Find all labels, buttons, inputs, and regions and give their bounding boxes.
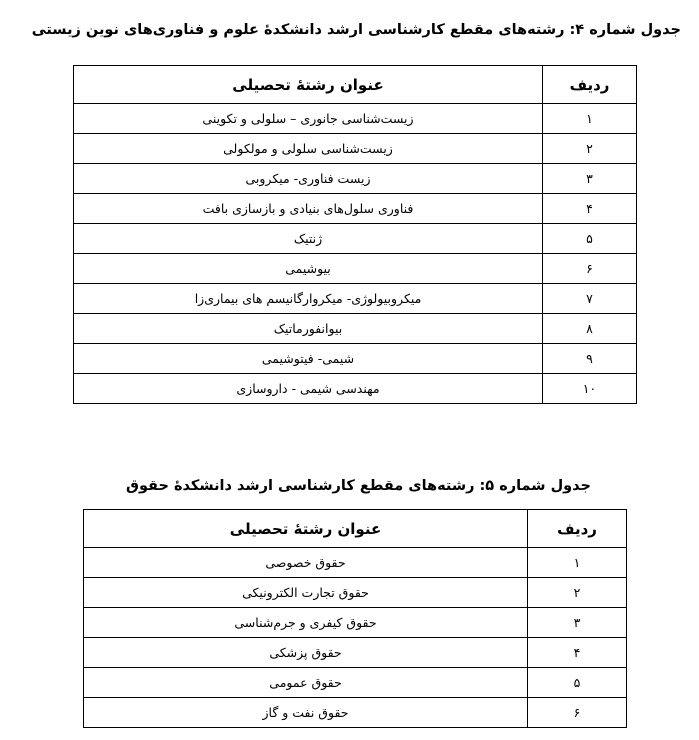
field-title: فناوری سلول‌های بنیادی و بازسازی بافت xyxy=(74,194,543,224)
header-row-number: ردیف xyxy=(543,66,637,104)
table-header-row xyxy=(84,510,627,548)
table-row xyxy=(84,578,627,608)
table-row xyxy=(74,284,637,314)
table-row xyxy=(74,344,637,374)
row-number: ۵ xyxy=(543,224,637,254)
table-row xyxy=(74,374,637,404)
table-header-row xyxy=(74,66,637,104)
field-title: شیمی- فیتوشیمی xyxy=(74,344,543,374)
field-title: مهندسی شیمی - داروسازی xyxy=(74,374,543,404)
table-row xyxy=(74,224,637,254)
row-number: ۲ xyxy=(543,134,637,164)
field-title: بیوانفورماتیک xyxy=(74,314,543,344)
table-row xyxy=(74,194,637,224)
table-row xyxy=(74,254,637,284)
row-number: ۱ xyxy=(528,548,627,578)
row-number: ۳ xyxy=(528,608,627,638)
row-number: ۶ xyxy=(543,254,637,284)
row-number: ۳ xyxy=(543,164,637,194)
row-number: ۵ xyxy=(528,668,627,698)
table5-master-programs-law xyxy=(83,509,627,728)
table-row xyxy=(84,608,627,638)
table-row xyxy=(74,164,637,194)
table-row xyxy=(84,698,627,728)
field-title: زیست فناوری- میکروبی xyxy=(74,164,543,194)
row-number: ۲ xyxy=(528,578,627,608)
header-row-number: ردیف xyxy=(528,510,627,548)
table5-caption: جدول شماره ۵: رشته‌های مقطع کارشناسی ارشد دانشکدهٔ حقوق xyxy=(125,478,591,494)
field-title: میکروبیولوژی- میکروارگانیسم های بیماری‌زا xyxy=(74,284,543,314)
table4-master-programs-biosciences xyxy=(73,65,637,404)
field-title: حقوق خصوصی xyxy=(84,548,528,578)
table4-caption: جدول شماره ۴: رشته‌های مقطع کارشناسی ارشد دانشکدهٔ علوم و فناوری‌های نوین زیستی xyxy=(31,22,681,38)
row-number: ۱۰ xyxy=(543,374,637,404)
field-title: ژنتیک xyxy=(74,224,543,254)
header-field-title: عنوان رشتهٔ تحصیلی xyxy=(84,510,528,548)
table-row xyxy=(84,668,627,698)
field-title: زیست‌شناسی جانوری – سلولی و تکوینی xyxy=(74,104,543,134)
table-row xyxy=(74,134,637,164)
row-number: ۹ xyxy=(543,344,637,374)
field-title: بیوشیمی xyxy=(74,254,543,284)
table-row xyxy=(84,548,627,578)
row-number: ۷ xyxy=(543,284,637,314)
row-number: ۴ xyxy=(528,638,627,668)
field-title: حقوق کیفری و جرم‌شناسی xyxy=(84,608,528,638)
row-number: ۶ xyxy=(528,698,627,728)
field-title: حقوق عمومی xyxy=(84,668,528,698)
table-row xyxy=(74,314,637,344)
table-row xyxy=(84,638,627,668)
field-title: حقوق نفت و گاز xyxy=(84,698,528,728)
row-number: ۴ xyxy=(543,194,637,224)
header-field-title: عنوان رشتهٔ تحصیلی xyxy=(74,66,543,104)
table-row xyxy=(74,104,637,134)
field-title: حقوق پزشکی xyxy=(84,638,528,668)
row-number: ۸ xyxy=(543,314,637,344)
field-title: زیست‌شناسی سلولی و مولکولی xyxy=(74,134,543,164)
row-number: ۱ xyxy=(543,104,637,134)
field-title: حقوق تجارت الکترونیکی xyxy=(84,578,528,608)
